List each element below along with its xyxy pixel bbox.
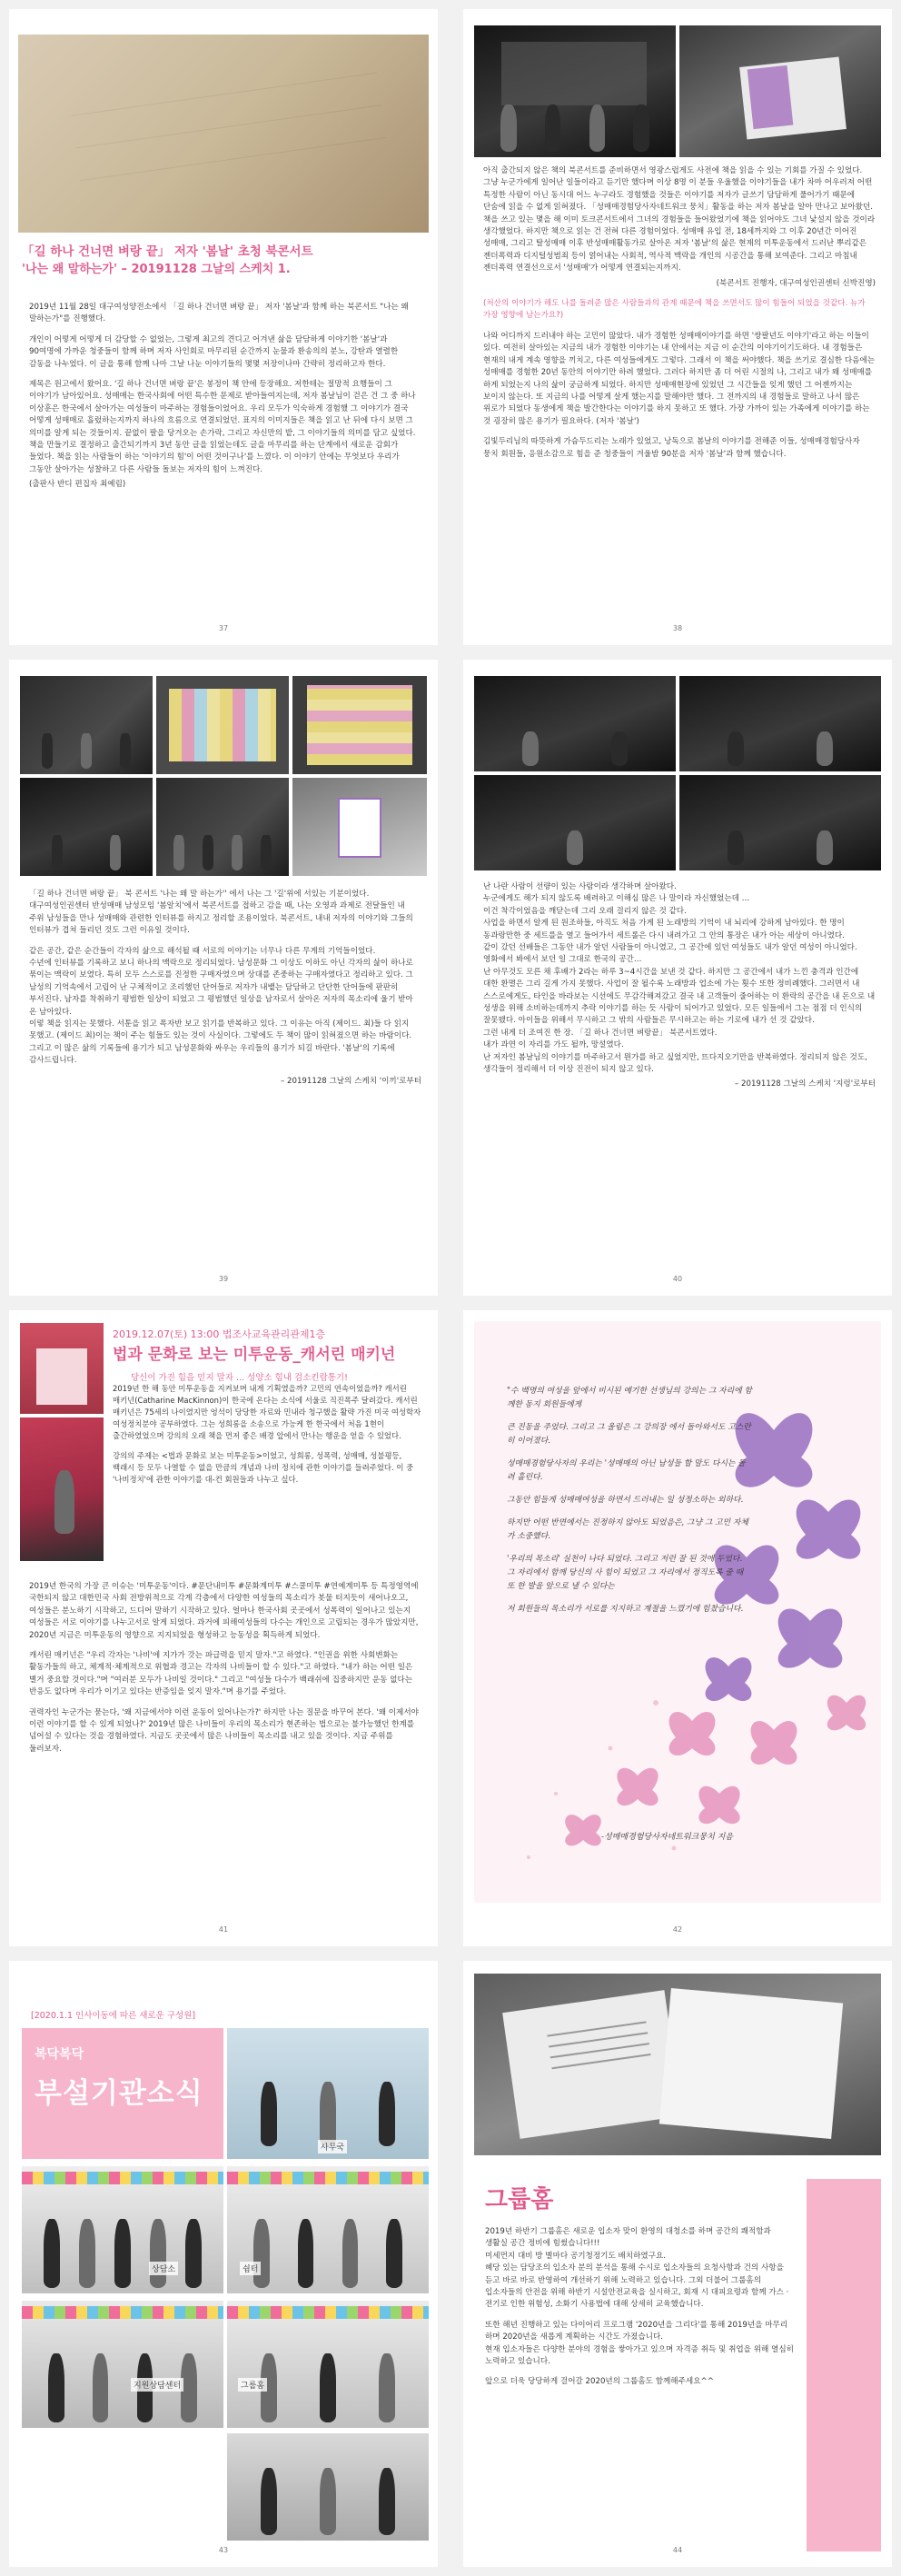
page-44 xyxy=(463,1961,892,2567)
photo-label: 지원상담센터 xyxy=(131,2378,183,2392)
photo-label: 상담소 xyxy=(149,2262,178,2275)
p37-body xyxy=(29,302,420,500)
letter-line: '우리의 목소리' 실천이 나다 되었다. 그리고 저런 잘 된 것에 두었다. 그 자리에서 함께 당신의 사 힘이 되었고 그 자리에서 정직도록 줄 때 또 한 발을 앞으로 낼 수 있다는 xyxy=(507,1555,744,1591)
book-presentation-photo xyxy=(227,2433,429,2541)
paragraph: 캐서린 매키넌은 "우리 각자는 '나비'에 지가가 갓는 파급력을 믿지 말자."고 하였다. "인권을 위한 사회변화는 활동가들의 하고, 체계적·체계적으로 위협과 경고는 각자의 나비들이 할 수 있다."고 하였다. "내가 하는 어떤 일은 별거 중요할 것이다."며 "여러분 모두가 나비일 것이다." 그리고 "여성들 다수가 백래쉬에 집중하지만 운동 없다는 반응도 없다며 우리가 이기고 있다는 반증임을 잊지 말자."며 용기를 주었다. xyxy=(29,1651,413,1697)
stage-photo-top-left xyxy=(474,676,676,771)
letter-line: "수 백명의 여성을 앞에서 비시된 예기한 선생님의 강의는 그 자리에 함께한 동지 회원들에게 xyxy=(507,1387,752,1409)
book-display-photo xyxy=(292,778,427,876)
pink-side-bar xyxy=(807,2179,881,2551)
paragraph: 개인이 어떻게 어떻게 더 감당할 수 없었는, 그렇게 최고의 견디고 어겨낸 삶을 담담하게 이야기한 '봄날'과 90여명에 가까운 청중들이 함께 하며 저자 사인회로 마무리된 순간까지 눈물과 환송의의 분노, 강탄과 열렬한 감동을 나누었다. 이 글을 통해 함께 나마 그날 나눈 이야기들의 몇몇 저장이나마 간략히 정리하고자 한다. xyxy=(29,334,399,369)
group-photo-shelter xyxy=(227,2166,429,2293)
page-42 xyxy=(463,1310,892,1946)
page-number: 44 xyxy=(672,2546,683,2554)
question-quote: (처산의 이야기가 해도 나를 돌려준 많은 사람들과의 관계 때문에 책을 쓰면서도 많이 힘들어 되었을 것같다. 뉴가 가장 영향에 남는가요?) xyxy=(483,299,866,321)
event-photo xyxy=(20,676,153,774)
heading-1: 「길 하나 건너면 벼랑 끝」 저자 '봄날' 초청 북콘서트 xyxy=(22,244,313,259)
planner-photo xyxy=(474,1974,881,2155)
page-number: 41 xyxy=(218,1925,229,1934)
p40-body xyxy=(483,881,876,1099)
heading-2-text: '나는 왜 말하는가' – 20191128 그날의 스케치 1. xyxy=(22,263,291,276)
paragraph: 2019년 11월 28일 대구여성양전소에서 「길 하나 건너면 벼랑 끝」 저자 '봄날'과 함께 하는 북콘서트 "나는 왜 말하는가"를 진행했다. xyxy=(29,303,409,324)
section-heading: 그룹홈 xyxy=(485,2186,554,2213)
reading-photo xyxy=(20,778,153,876)
date-line: 2019.12.07(토) 13:00 법조사교육관리관제1층 xyxy=(113,1328,326,1340)
paragraph: 난 나란 사람이 선량이 있는 사람이라 생각하며 살아왔다. 누군에게도 해가 되지 않도록 배려하고 이해심 많은 나 말이라 자신했었는데 … 이건 착각이었음을 깨닫는데 그리 오래 걸리지 않은 것 같다. 사업을 하면서 알게 된 원조하들, 아직도 처음 가게 된 노래방의 기억이 내 뇌리에 강하게 남아있다. 한 명이 동과랑만한 중 세트를을 열고 들어가서 세트롤은 다시 내려가고 그 안의 통장은 내가 아는 세상이 아니였다. 같이 갔던 선배들은 그동안 내가 알던 사람들이 아니였고, 그 공간에 있던 여성들도 내가 알던 여성이 아니었다. 영화에서 봐에서 보던 일 그대로 한국의 공간… 난 아무것도 모른 채 후배가 2라는 하루 3~4시간을 보낸 것 같다. 하지만 그 공간에서 내가 느낀 충격과 인간에 대한 환멸은 그리 길게 가지 못했다. 사업이 잘 될수록 노래방과 업소에 가는 횟수 또한 정비례했다. 그러면서 내 스스로에게도, 타인을 바라보는 시선에도 무감각해져갔고 결국 내 고객들이 줄어하는 이 환락의 공간을 내 돈으로 내 성생을 위해 소비하는데까지 추락 이야기를 하는 듯 사람이 되어가고 있었다. 모든 일들에서 그는 점점 더 인식의 잘못됐다. 아이들을 위해서 무시하고 그 밖의 사람들은 무시하고는 하는 기로에 내가 선 것 같았다. 그런 내게 더 조여진 한 장. 「길 하나 건너면 벼랑끝」 북콘서트였다. 내가 과연 이 자리를 가도 될까, 망설였다. 난 저자인 봄날님의 이야기를 마주하고서 뭔가를 하고 싶었지만, 뜨다지오기만을 반복하였다. 정리되지 않은 것도, 생각들이 정리해서 더 이상 진전이 되지 않고 있다. xyxy=(483,882,876,1075)
lecture-subtitle: 당신이 가진 힘을 믿지 말자 ... 성양소 힘내 검소킨람통기! xyxy=(131,1373,348,1383)
letter-line: 그동안 힘들게 성매매여성을 하면서 드러내는 일 성정소하는 외하다. xyxy=(507,1496,744,1505)
sticky-notes-photo xyxy=(292,676,427,774)
paragraph: 또한 해년 진행하고 있는 다이어리 프로그램 '2020년을 그리다'를 통해 2019년을 마무리 하며 2020년을 새롭게 계획하는 시간도 가졌습니다. 현재 입소자들은 다양한 분야의 경험을 쌓아가고 있으며 자격증 취득 및 취업을 위해 열심히 노력하고 있습니다. xyxy=(485,2320,794,2367)
photo-label: 그룹홈 xyxy=(238,2378,267,2392)
page-number: 38 xyxy=(672,624,683,632)
page-number: 37 xyxy=(218,624,229,632)
p41-lead xyxy=(113,1383,425,1494)
signature: -성매매경험당사자네트워크뭉치 지음 xyxy=(601,1833,734,1842)
page-38 xyxy=(463,9,892,645)
letter-line: 성매매경험당사자의 우리는 '성매매의 아닌 남성들 할 말도 다시는 돌려 흘린다. xyxy=(507,1459,746,1482)
speaker-photo xyxy=(20,1417,104,1561)
person xyxy=(545,104,561,152)
stage-photo-bottom-left xyxy=(474,775,676,870)
page-43 xyxy=(9,1961,438,2567)
group-photo-group-home xyxy=(227,2301,429,2428)
paragraph: 같은 공간, 같은 순간들이 각자의 삶으로 해석될 때 서로의 이야기는 너무나 다른 무게의 기억들이었다. 수년에 인터뷰를 기록하고 보니 하나의 맥락으로 정리되었다. 남성문화 그 이상도 이하도 아닌 각자의 삶이 하나로 묶이는 맥락이 보였다. 특히 모두 스스로를 진정한 구매자였으며 상대를 존중하는 구매자였다고 정리하고 있다. 그 남성의 기억속에서 고립어 난 구체적이고 조리했던 단어들로 저자가 내뱉는 담담하고 단단한 단어들에 판판히 부서진다. 남자를 착취하기 평범한 일상이 되었고 그 평범했던 일상을 남자로서 살아온 저자의 목소리에 울기 받아 온 남아있다. 이렇 책을 읽지는 못했다. 서툰을 읽고 폭자반 보고 읽기를 반복하고 있다. 그 이유는 아직 (제이드. 최)들 다 읽지 못했고. (제이드 최)이는 책이 주는 힘들도 있는 것이 사실이다. 그렇에도 두 책이 많이 읽혀졌으면 하는 바람이다. 그리고 이 많은 삶의 기록들에 용기가 되고 남성문화와 싸우는 우리들의 용기가 되길 바란다. '봄날'의 기록에 감사드립니다. xyxy=(29,946,413,1066)
page-41 xyxy=(9,1310,438,1946)
title-panel xyxy=(22,2028,223,2159)
butterfly-panel xyxy=(474,1321,881,1903)
page-number: 39 xyxy=(218,1275,229,1283)
stage-photo-top-right xyxy=(679,676,881,771)
credit: (출판사 반디 편집자 최예림) xyxy=(29,480,126,490)
title-small: 복닥복닥 xyxy=(35,2047,84,2062)
page-40 xyxy=(463,660,892,1296)
person xyxy=(589,104,606,152)
credit: – 20191128 그날의 스케치 '이끼'로부터 xyxy=(280,1076,421,1086)
tagline: [2020.1.1 인사이동에 따른 새로운 구성원] xyxy=(31,2011,196,2021)
paragraph: 「길 하나 건너면 벼랑 끝」 북 콘서트 '나는 왜 말 하는가'' 에서 나는 그 '길'위에 서있는 기분이었다. 대구여성인권센터 반성매매 남성모임 '봄알치'에서 북콘서트를 접하고 감을 때, 나는 오영과 과제로 전달들인 내 주위 남성들을 만나 성매매와 관련한 인터뷰를 하지고 정리할 조용이었다. 북콘서트, 내내 저자의 이야기와 그들의 인터뷰가 겹쳐 들리던 것도 그런 이유일 것이다. xyxy=(29,890,413,936)
paragraph: 권력자인 누군가는 묻는다, '왜 지금에서야 이런 운동이 있어나는가?' 하지만 나는 질문을 바꾸어 본다. '왜 이제서야 이런 이야기를 할 수 있게 되었나?' 2019년 많은 나비들이 우리의 목소리가 현존하는 법으로는 불가능했던 한계를 넘어설 수 있다는 것을 경험하였다. 지금도 곳곳에서 많은 나비들이 목소리를 내고 있을 것이다. 지금 주위를 둘러보자. xyxy=(29,1707,419,1754)
paragraph: 강의의 주제는 <법과 문화로 보는 미투운동>이었고, 성희롱, 성폭력, 성매매, 성불평등, 백래시 등 모두 나열할 수 없을 만큼의 개념과 나비 정치에 관한 이야기를 들려주었다. 이 중 '나비정치'에 관한 이야기를 대-컨 회원들과 나누고 싶다. xyxy=(113,1451,414,1484)
heading-2 xyxy=(22,262,431,278)
photo-label: 사무국 xyxy=(318,2140,347,2153)
paragraph: 김빛두리님의 따뜻하게 가슴두드리는 노래가 있었고, 낭독으로 봄날의 이야기를 전해준 이들, 성매매경험당사자 뭉치 회원들, 응원소감으로 힘을 준 청중들이 겨울밤 90분을 저자 '봄날'과 함께 했습니다. xyxy=(483,437,860,459)
paragraph: 2019년 하반기 그룹홈은 새로운 입소자 맞이 환영의 대청소를 하며 공간의 쾌적함과 생활실 공간 정비에 힘썼습니다!!! 미세먼지 대비 방 별마다 공기청정기도 배치하였구요. 혜당 있는 담당조의 입소자 분의 분석을 통해 수시로 입소자들의 요청사항과 건의 사항을 듣고 바로 바로 반영하여 개선하기 위해 노력하고 있습니다. 그외 더불어 그룹홈의 입소자들의 안전을 위해 하반기 시설안전교육을 실시하고, 회재 시 대피요령과 함께 가스 · 전기로 인한 위험성, 소화기 사용법에 대해 상세히 교육했습니다. xyxy=(485,2227,789,2310)
stage-photo-bottom-right xyxy=(679,775,881,870)
stage-photo-left xyxy=(474,25,676,157)
paragraph: 나와 어디까지 드러내야 하는 고민이 많았다. 내가 경험한 성매매이야기를 하면 '쌍팔년도 이야기'라고 하는 이들이 있다. 여전히 살아있는 지금의 내가 경험한 이야기는 내 안에서는 지금 이 순간의 이야기이기도하다. 내 경험들은 현재의 내게 계속 영향을 끼치고, 다른 여성들에게도 그렇다. 그래서 이 책을 써야했다. 책을 쓰기로 결심한 다음에는 성매매를 경험한 20년 동안의 이야기만 하려 했었다. 그러다 하지만 좀 더 어린 시절의 나, 그리고 내가 왜 성매매를 하게 되었는지 나의 삶이 궁금하게 되었다. 하지만 성매매현장에 있었던 그 시간들을 잊게 했던 그 어젠까지는 보이지 않는다. 또 지금의 나를 어떻게 살게 했는지를 말해야만 했다. 그 전까지의 내 경험들로 말하고 나서 많은 위로가 되었다 동생에게 책을 발간한다는 이야기를 하지 못하고 또 했다. 가장 가까이 있는 가족에게 이야기를 하는 것 굉장히 많은 용기가 필요하다. (저자 '봄날') xyxy=(483,331,876,426)
p44-body xyxy=(485,2226,794,2397)
person xyxy=(500,104,517,152)
page-37 xyxy=(9,9,438,645)
butterfly-icon xyxy=(565,1696,866,1846)
page-number: 42 xyxy=(672,1925,683,1934)
lecture-poster-photo xyxy=(20,1323,104,1414)
title-big: 부설기관소식 xyxy=(35,2077,203,2110)
p39-body xyxy=(29,889,421,1096)
person xyxy=(633,104,649,152)
handwritten-letter xyxy=(507,1385,752,1626)
credit: – 20191128 그날의 스케치 '지렁'로부터 xyxy=(734,1079,876,1089)
handwritten-note-photo xyxy=(18,35,429,233)
page-number: 40 xyxy=(672,1275,683,1283)
paragraph: 2019년 한 해 동안 미투운동을 지켜보며 내게 기획였을까? 고민의 연속이었을까? 캐서린 매키넌(Catharine MacKinnon)이 한국에 온다는 소식에 서울로 직진폭주 달려갔다. 캐서린 매키넌은 75세의 나이였지만 엉석이 당당한 자료와 민내라 청구했을 활략 가진 미국 여성학자 여성정치분야 공부하였다. 그는 성희롱을 소송으로 가능케 한 한국에서 처음 1현이 출간하였었으며 강의의 오래 책을 먼저 좋은 배경 앞에서 만나는 행운을 얻을 수 있었다. xyxy=(113,1384,421,1440)
group-photo-office xyxy=(227,2028,429,2159)
group-photo-support-center xyxy=(22,2301,223,2428)
page-number: 43 xyxy=(218,2546,229,2554)
p38-body xyxy=(483,165,876,469)
lecture-title: 법과 문화로 보는 미투운동_캐서린 매키넌 xyxy=(113,1346,396,1364)
letter-line: 저 회원들의 목소리가 서로를 지지하고 계절을 느꼈기에 힘찼습니다. xyxy=(507,1605,744,1614)
letter-line: 큰 진동을 주었다. 그리고 그 울림은 그 강의장 에서 돌아와서도 고스란히 이어졌다. xyxy=(507,1423,751,1446)
sticky-notes-photo xyxy=(156,676,289,774)
page-39 xyxy=(9,660,438,1296)
paragraph: 2019년 한국의 가장 큰 이슈는 '미투운동'이다. #문단내미투 #문화계미투 #스쿨미투 #연예계미투 등 특정영역에 국한되지 않고 대한민국 사회 전방위적으로 각계 각층에서 다양한 여성들의 목소리가 봇물 터지듯이 새어나오고, 여성들은 분노하기 시작하고, 드디어 말하기 시작하고 있다. 얼마나 한국사회 곳곳에서 성폭력이 일어나고 있는지 여성들은 서로 이야기를 나누고서로 알게 되었다. 과거에 피해여성들의 다수는 개인으로 고립되는 경우가 많았지만, 2020년 지금은 미투운동의 영향으로 지지되었을 형성하고 능동성을 획득하게 되었다. xyxy=(29,1582,419,1640)
paragraph: 앞으로 더욱 당당하게 걸어갈 2020년의 그룹홈도 함께해주세요^^ xyxy=(485,2377,714,2387)
paragraph: 제목은 원고에서 왔어요. '길 하나 건너면 벼랑 끝'은 봉정이 책 안에 등장해요. 저한테는 절망적 요행들이 그 이야기가 남아있어요. 성매매는 한국사회에 어떤 특수한 문제로 받아들여지는데, 저자 봄날님이 걷은 건 그 중 하나 이상훈은 한국에서 살아가는 여성들이 마주하는 경험들이었어요. 우리 모두가 익숙하게 경험했 그 이야기가 결국 어떻게 성매매로 흘렀하는지까지 하나의 흐름으로 연결되었던. 표지의 이미지들은 책을 읽고 난 뒤에 다시 보면 그 의미를 알게 되는 것들이지. 끝없이 팔을 당겨오는 손가락, 그리고 자신만의 밭, 그 이야기들의 의미를 담고 싶었다. 책을 만들기로 결정하고 출간되기까지 3년 동안 글을 읽었는데도 글을 마무리를 하는 단계에서 새로운 감회가 들었다. 책을 읽는 사람들이 하는 '이야기의 힘'이 어떤 것이구나'를 느꼈다. 이 이야기 안에는 무엇보다 우리가 그동안 살아가는 성찰하고 다른 사람들 돌보는 저자의 힘이 느껴진다. xyxy=(29,380,416,474)
photo-label: 쉼터 xyxy=(240,2262,261,2275)
letter-line: 하지만 어떤 반면에서는 진정하지 않아도 되었음은, 그냥 그 고민 자체가 소중했다. xyxy=(507,1518,748,1541)
audience-silhouettes xyxy=(486,99,663,152)
book-photo-right xyxy=(679,25,881,157)
paragraph: 아직 출간되지 않은 책의 북콘서트를 준비하면서 영광스럽게도 사전에 책을 읽을 수 있는 기회를 가질 수 있었다. 그냥 누군가에게 일어난 일들이라고 듣기만 했다며 이상 8명 이 분들 우울했을 이야기들을 내가 차마 어우러져 어떤 특정한 사람이 아닌 동시대 어느 누구라도 경험했을 것들은 이야기를 저자가 글쓰기 담담하게 풀어가기 때문에 단숨에 읽을 수 없게 읽혀졌다. 「성매매경험당사자네트워크 뭉치」활동을 하는 저자 봄날을 알아 만나고 보아왔던. 책을 쓰고 있는 몇을 해 이미 토크콘서트에서 그녀의 경험들을 들어왔었기에 책을 읽어야도 그녀 낯설지 않을 것이라 생각했었다. 하지만 책으로 읽는 건 전혀 다른 경험이었다. 성매매 유입 전, 18세까지와 그 이후 20년간 이어진 성매매, 그리고 탈성매매 이후 반성매매활동가로 살아온 저자 '봄날'의 삶은 현재의 미투운동에서 드러난 뿌리같은 젠더폭력과 디지털성범죄 등이 얽어내는 사회적, 역사적 맥락을 개인의 시공간을 통해 보여준다. 그리고 마침내 젠더폭력 연결선으로서 '성매매'가 어떻게 연결되는지까지. xyxy=(483,166,876,274)
p41-body xyxy=(29,1581,421,1764)
credit: (북콘서트 진행자, 대구여성인권센터 신박진영) xyxy=(716,278,876,288)
audience-photo xyxy=(156,778,289,876)
group-photo-counseling xyxy=(22,2166,223,2293)
